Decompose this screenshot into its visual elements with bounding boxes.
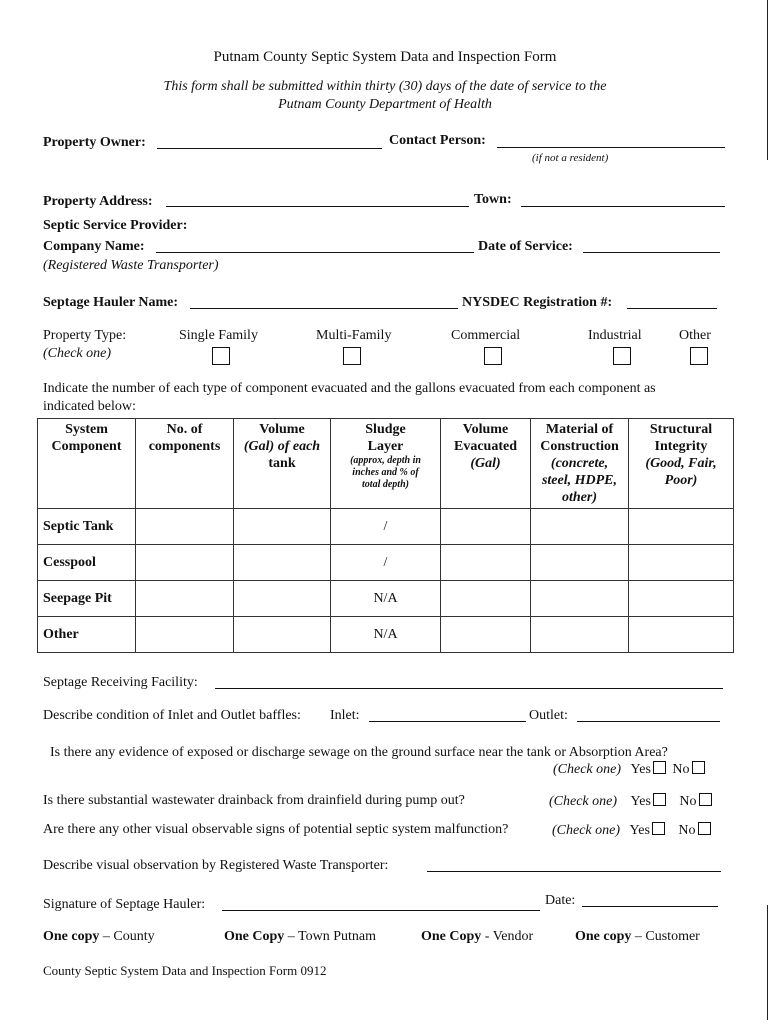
row-label: Septic Tank <box>38 509 136 545</box>
signature-field[interactable] <box>222 898 540 911</box>
copy-customer: One copy – Customer <box>575 929 700 944</box>
header-material: Material of Construction (concrete, steel, HDPE, other) <box>531 419 629 509</box>
cell-input[interactable] <box>629 509 734 545</box>
cell-input[interactable] <box>629 545 734 581</box>
sludge-cell[interactable]: / <box>331 545 441 581</box>
nysdec-label: NYSDEC Registration #: <box>462 295 613 310</box>
cell-input[interactable] <box>441 617 531 653</box>
question-3: Are there any other visual observable signs of potential septic system malfunction? <box>43 822 509 837</box>
receiving-facility-field[interactable] <box>215 676 723 689</box>
property-type-label: Property Type: <box>43 328 127 343</box>
transporter-note: (Registered Waste Transporter) <box>43 258 219 273</box>
sludge-cell[interactable]: N/A <box>331 617 441 653</box>
cell-input[interactable] <box>136 545 234 581</box>
form-title: Putnam County Septic System Data and Inspection Form <box>213 49 557 65</box>
cell-input[interactable] <box>136 509 234 545</box>
hauler-name-field[interactable] <box>190 296 458 309</box>
cell-input[interactable] <box>531 509 629 545</box>
cell-input[interactable] <box>234 581 331 617</box>
company-name-field[interactable] <box>156 240 474 253</box>
observation-field[interactable] <box>427 859 721 872</box>
date-of-service-field[interactable] <box>583 240 720 253</box>
inlet-label: Inlet: <box>330 708 360 723</box>
question-2: Is there substantial wastewater drainback from drainfield during pump out? <box>43 793 465 808</box>
date-of-service-label: Date of Service: <box>478 239 573 254</box>
cell-input[interactable] <box>629 581 734 617</box>
date-field[interactable] <box>582 894 718 907</box>
row-label: Other <box>38 617 136 653</box>
option-commercial: Commercial <box>451 328 521 343</box>
row-label: Cesspool <box>38 545 136 581</box>
q3-yes-checkbox[interactable] <box>652 822 665 835</box>
scan-edge-line <box>767 0 768 160</box>
copy-county: One copy – County <box>43 929 155 944</box>
copy-vendor: One Copy - Vendor <box>421 929 534 944</box>
header-integrity: Structural Integrity (Good, Fair, Poor) <box>629 419 734 509</box>
nysdec-field[interactable] <box>627 296 717 309</box>
receiving-facility-label: Septage Receiving Facility: <box>43 675 198 690</box>
header-system-component: System Component <box>38 419 136 509</box>
table-row <box>38 545 734 581</box>
question-1-answer: (Check one) Yes No <box>553 761 705 778</box>
components-table <box>37 418 734 653</box>
cell-input[interactable] <box>531 581 629 617</box>
q3-no-checkbox[interactable] <box>698 822 711 835</box>
property-type-note: (Check one) <box>43 346 112 361</box>
q1-no-checkbox[interactable] <box>692 761 705 774</box>
town-label: Town: <box>474 192 512 207</box>
question-3-answer: (Check one) Yes No <box>552 822 711 839</box>
observation-label: Describe visual observation by Registered Waste Transporter: <box>43 858 389 873</box>
septic-provider-heading: Septic Service Provider: <box>43 218 188 233</box>
property-owner-field[interactable] <box>157 136 382 149</box>
cell-input[interactable] <box>234 545 331 581</box>
q2-no-checkbox[interactable] <box>699 793 712 806</box>
scan-edge-line <box>767 905 768 1020</box>
industrial-checkbox[interactable] <box>613 347 631 365</box>
town-field[interactable] <box>521 194 725 207</box>
property-address-label: Property Address: <box>43 194 153 209</box>
other-checkbox[interactable] <box>690 347 708 365</box>
question-1: Is there any evidence of exposed or discharge sewage on the ground surface near the tank or Absorption Area? <box>50 745 668 760</box>
contact-person-field[interactable] <box>497 135 725 148</box>
table-row <box>38 509 734 545</box>
option-industrial: Industrial <box>588 328 642 343</box>
table-row <box>38 581 734 617</box>
sludge-cell[interactable]: / <box>331 509 441 545</box>
table-row <box>38 617 734 653</box>
property-address-field[interactable] <box>166 194 469 207</box>
hauler-name-label: Septage Hauler Name: <box>43 295 179 310</box>
cell-input[interactable] <box>441 509 531 545</box>
date-label: Date: <box>545 893 576 908</box>
sludge-cell[interactable]: N/A <box>331 581 441 617</box>
cell-input[interactable] <box>234 509 331 545</box>
cell-input[interactable] <box>531 617 629 653</box>
q2-yes-checkbox[interactable] <box>653 793 666 806</box>
instruction-line-2: Putnam County Department of Health <box>278 97 492 112</box>
cell-input[interactable] <box>136 581 234 617</box>
q1-yes-checkbox[interactable] <box>653 761 666 774</box>
contact-person-label: Contact Person: <box>389 133 486 148</box>
components-intro-line-2: indicated below: <box>43 399 136 414</box>
cell-input[interactable] <box>531 545 629 581</box>
cell-input[interactable] <box>441 581 531 617</box>
header-volume-each: Volume (Gal) of each tank <box>234 419 331 509</box>
question-2-answer: (Check one) Yes No <box>549 793 712 810</box>
header-no-components: No. of components <box>136 419 234 509</box>
footer-form-id: County Septic System Data and Inspection Form 0912 <box>43 963 327 978</box>
signature-label: Signature of Septage Hauler: <box>43 897 206 912</box>
row-label: Seepage Pit <box>38 581 136 617</box>
option-multi-family: Multi-Family <box>316 328 392 343</box>
components-intro-line-1: Indicate the number of each type of component evacuated and the gallons evacuated from each component as <box>43 381 656 396</box>
commercial-checkbox[interactable] <box>484 347 502 365</box>
instruction-line-1: This form shall be submitted within thirty (30) days of the date of service to the <box>163 79 607 94</box>
copy-town: One Copy – Town Putnam <box>224 929 377 944</box>
cell-input[interactable] <box>629 617 734 653</box>
baffles-label: Describe condition of Inlet and Outlet baffles: <box>43 708 301 723</box>
multi-family-checkbox[interactable] <box>343 347 361 365</box>
option-single-family: Single Family <box>179 328 258 343</box>
option-other: Other <box>679 328 711 343</box>
header-volume-evacuated: Volume Evacuated (Gal) <box>441 419 531 509</box>
outlet-label: Outlet: <box>529 708 568 723</box>
company-name-label: Company Name: <box>43 239 145 254</box>
outlet-field[interactable] <box>577 709 720 722</box>
cell-input[interactable] <box>441 545 531 581</box>
cell-input[interactable] <box>136 617 234 653</box>
property-owner-label: Property Owner: <box>43 135 146 150</box>
cell-input[interactable] <box>234 617 331 653</box>
inlet-field[interactable] <box>369 709 526 722</box>
contact-note: (if not a resident) <box>532 152 609 164</box>
header-sludge-layer: Sludge Layer (approx, depth in inches and % of total depth) <box>331 419 441 509</box>
single-family-checkbox[interactable] <box>212 347 230 365</box>
